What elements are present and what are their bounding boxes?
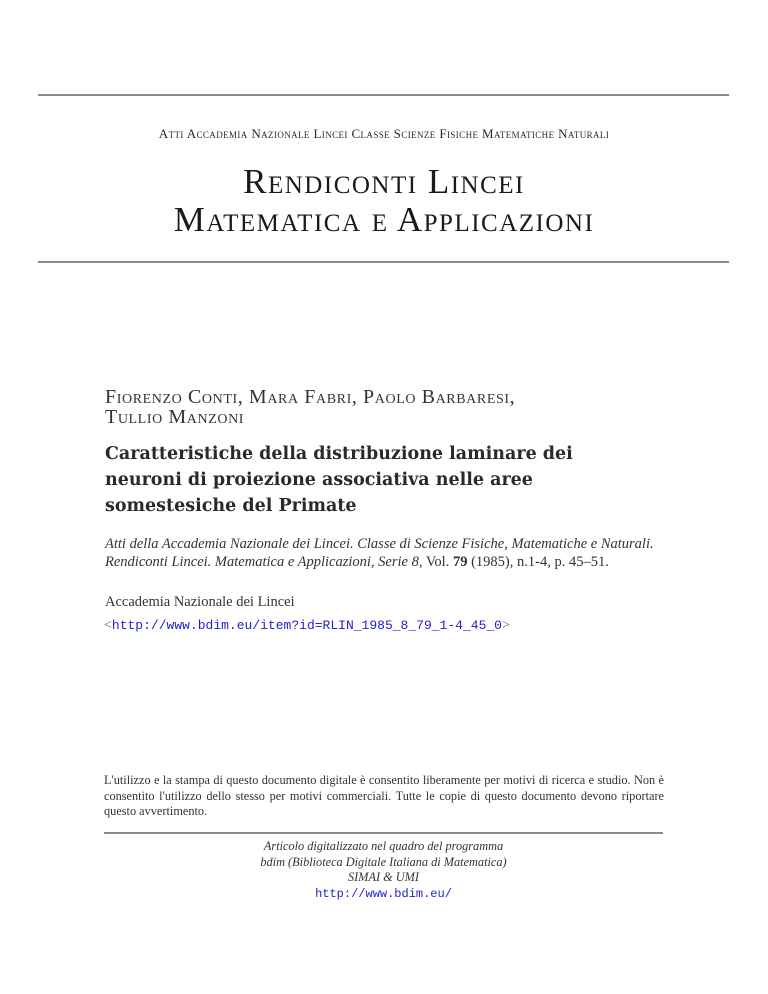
authors <box>105 387 665 427</box>
footer-rule <box>104 832 663 834</box>
journal-title <box>0 163 768 239</box>
footer <box>104 839 663 902</box>
header-bottom-rule <box>38 261 729 263</box>
footer-line-3: SIMAI & UMI <box>347 870 420 884</box>
usage-notice: L'utilizzo e la stampa di questo documento digitale è consentito liberamente per motivi di ricerca e studio. Non è consentito l'utilizzo dello stesso per motivi commerciali. Tutte le copie di questo documento devono riportare questo avvertimento. <box>104 773 664 818</box>
footer-line-1: Articolo digitalizzato nel quadro del programma <box>263 839 504 853</box>
footer-line-2: bdim (Biblioteca Digitale Italiana di Matematica) <box>260 854 507 869</box>
url-close-bracket: > <box>501 618 510 633</box>
publisher: Accademia Nazionale dei Lincei <box>105 594 295 610</box>
citation-volume: 79 <box>452 554 468 570</box>
journal-title-line-1: Rendiconti Lincei <box>243 162 525 201</box>
item-url-line <box>104 617 510 635</box>
academy-header: Atti Accademia Nazionale Lincei Classe Scienze Fisiche Matematiche Naturali <box>158 126 610 141</box>
authors-line-2: Tullio Manzoni <box>105 406 245 428</box>
url-open-bracket: < <box>104 618 112 633</box>
citation-journal: Atti della Accademia Nazionale dei Lincei. Classe di Scienze Fisiche, Matematiche e Naturali. Rendiconti Lincei. Matematica e Applicazioni, Serie <box>105 536 654 570</box>
article-title: Caratteristiche della distribuzione laminare dei neuroni di proiezione associativa nelle aree somestesiche del Primate <box>105 444 573 516</box>
citation-details: (1985), n.1-4, p. 45–51. <box>467 554 609 570</box>
top-rule <box>38 94 729 96</box>
bdim-link[interactable]: http://www.bdim.eu/ <box>315 886 452 901</box>
citation-series: 8 <box>411 554 419 570</box>
journal-title-line-2: Matematica e Applicazioni <box>173 200 595 239</box>
citation <box>105 535 665 571</box>
citation-vol-label: , Vol. <box>418 554 453 570</box>
authors-line-1: Fiorenzo Conti, Mara Fabri, Paolo Barbaresi, <box>105 386 516 408</box>
item-url-link[interactable]: http://www.bdim.eu/item?id=RLIN_1985_8_79_1-4_45_0 <box>111 618 502 633</box>
